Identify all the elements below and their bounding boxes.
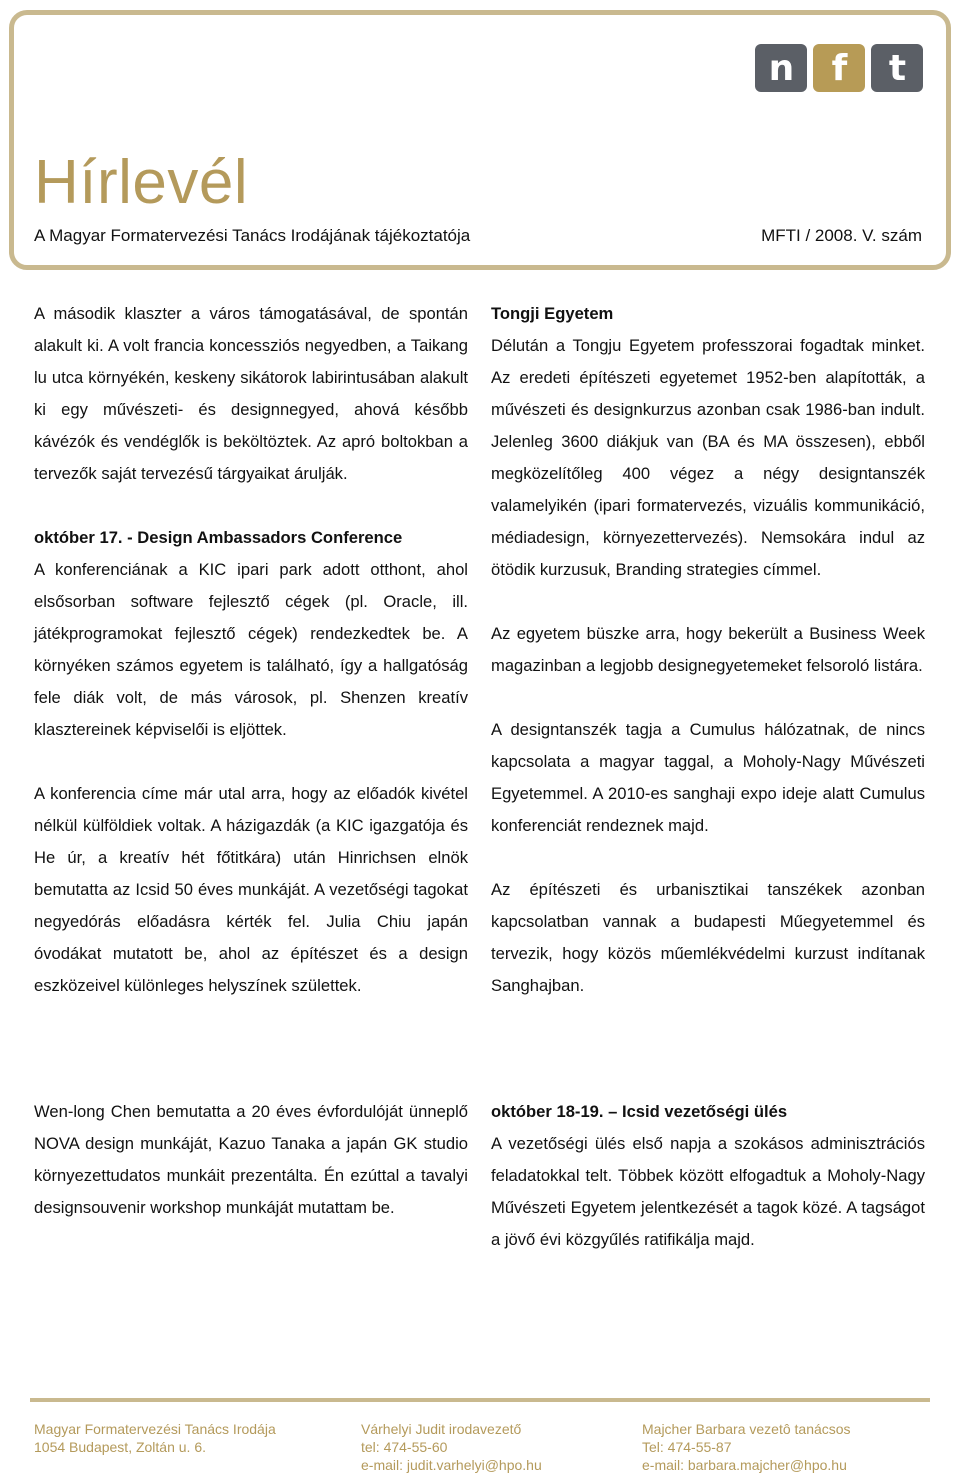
logo-letter-f: f <box>813 44 865 92</box>
logo-letter-n: n <box>755 44 807 92</box>
footer-contact-phone: tel: 474-55-60 <box>361 1439 448 1455</box>
footer-divider <box>30 1398 930 1402</box>
right-column-bottom <box>491 1096 925 1256</box>
issue-number: MFTI / 2008. V. szám <box>761 226 922 245</box>
paragraph: Wen-long Chen bemutatta a 20 éves évfordulóját ünneplő NOVA design munkáját, Kazuo Tanaka a japán GK studio környezettudatos munkáit prezentálta. Én ezúttal a tavalyi designsouvenir workshop munkáját mutattam be. <box>34 1102 468 1217</box>
paragraph: A vezetőségi ülés első napja a szokásos adminisztrációs feladatokkal telt. Többek között elfogadtuk a Moholy-Nagy Művészeti Egyetem jelentkezését a tagok közé. A tagságot a jövő évi közgyűlés ratifikálja majd. <box>491 1134 925 1249</box>
section-heading: október 17. - Design Ambassadors Conference <box>34 528 403 547</box>
newsletter-subtitle: A Magyar Formatervezési Tanács Irodájának tájékoztatója <box>34 226 471 245</box>
paragraph: A konferencia címe már utal arra, hogy az előadók kivétel nélkül külföldiek voltak. A házigazdák (a KIC igazgatója és He úr, a kreatív hét főtitkára) után Hinrichsen elnök bemutatta az Icsid 50 éves munkáját. A vezetőségi tagokat negyedórás előadásra kérték fel. Julia Chiu japán óvodákat mutatott be, ahol az építészet és a design eszközeivel különleges helyszínek születtek. <box>34 784 468 995</box>
footer-contact-email[interactable]: e-mail: barbara.majcher@hpo.hu <box>642 1457 847 1473</box>
footer-contact-name: Várhelyi Judit irodavezető <box>361 1421 522 1437</box>
footer-office <box>34 1420 276 1456</box>
paragraph: A második klaszter a város támogatásával, de spontán alakult ki. A volt francia koncessziós negyedben, a Taikang lu utca környékén, keskeny sikátorok labirintusában alakult ki egy művészeti- és designnegyed, ahová később kávézók és vendéglők is beköltöztek. Az apró boltokban a tervezők saját tervezésű tárgyaikat árulják. <box>34 304 468 483</box>
right-column-top <box>491 298 925 1002</box>
paragraph: Az építészeti és urbanisztikai tanszékek azonban kapcsolatban vannak a budapesti Műegyetemmel és tervezik, hogy közös műemlékvédelmi kurzust indítanak Sanghajban. <box>491 880 925 995</box>
footer-contact-1 <box>361 1420 542 1474</box>
paragraph: A designtanszék tagja a Cumulus hálózatnak, de nincs kapcsolata a magyar taggal, a Moholy-Nagy Művészeti Egyetemmel. A 2010-es sanghaji expo ideje alatt Cumulus konferenciát rendeznek majd. <box>491 720 925 835</box>
footer-contact-2 <box>642 1420 851 1474</box>
logo-letter-t: t <box>871 44 923 92</box>
footer-office-address: 1054 Budapest, Zoltán u. 6. <box>34 1439 207 1455</box>
section-heading: október 18-19. – Icsid vezetőségi ülés <box>491 1102 788 1121</box>
footer-contact-email[interactable]: e-mail: judit.varhelyi@hpo.hu <box>361 1457 542 1473</box>
footer-contact-phone: Tel: 474-55-87 <box>642 1439 732 1455</box>
left-column-bottom <box>34 1096 468 1224</box>
section-heading: Tongji Egyetem <box>491 304 614 323</box>
left-column-top <box>34 298 468 1002</box>
paragraph: A konferenciának a KIC ipari park adott otthont, ahol elsősorban software fejlesztő cégek (pl. Oracle, ill. játékprogramokat fejlesztő cégek) rendezkedtek be. A környéken számos egyetem is található, így a hallgatóság fele diák volt, de más városok, pl. Shenzen kreatív klasztereinek képviselői is eljöttek. <box>34 560 468 739</box>
paragraph: Délután a Tongju Egyetem professzorai fogadtak minket. Az eredeti építészeti egyetemet 1952-ben alapították, a művészeti és designkurzus azonban csak 1986-ban indult. Jelenleg 3600 diákjuk van (BA és MA összesen), ebből megközelítőleg 400 végez a négy designtanszék valamelyikén (ipari formatervezés, vizuális kommunikáció, médiadesign, környezettervezés). Nemsokára indul az ötödik kurzusuk, Branding strategies címmel. <box>491 336 925 579</box>
newsletter-title: Hírlevél <box>34 148 249 217</box>
mft-logo <box>755 44 923 92</box>
footer-office-name: Magyar Formatervezési Tanács Irodája <box>34 1421 276 1437</box>
paragraph: Az egyetem büszke arra, hogy bekerült a Business Week magazinban a legjobb designegyetemeket felsoroló listára. <box>491 624 925 675</box>
footer-contact-name: Majcher Barbara vezetô tanácsos <box>642 1421 851 1437</box>
